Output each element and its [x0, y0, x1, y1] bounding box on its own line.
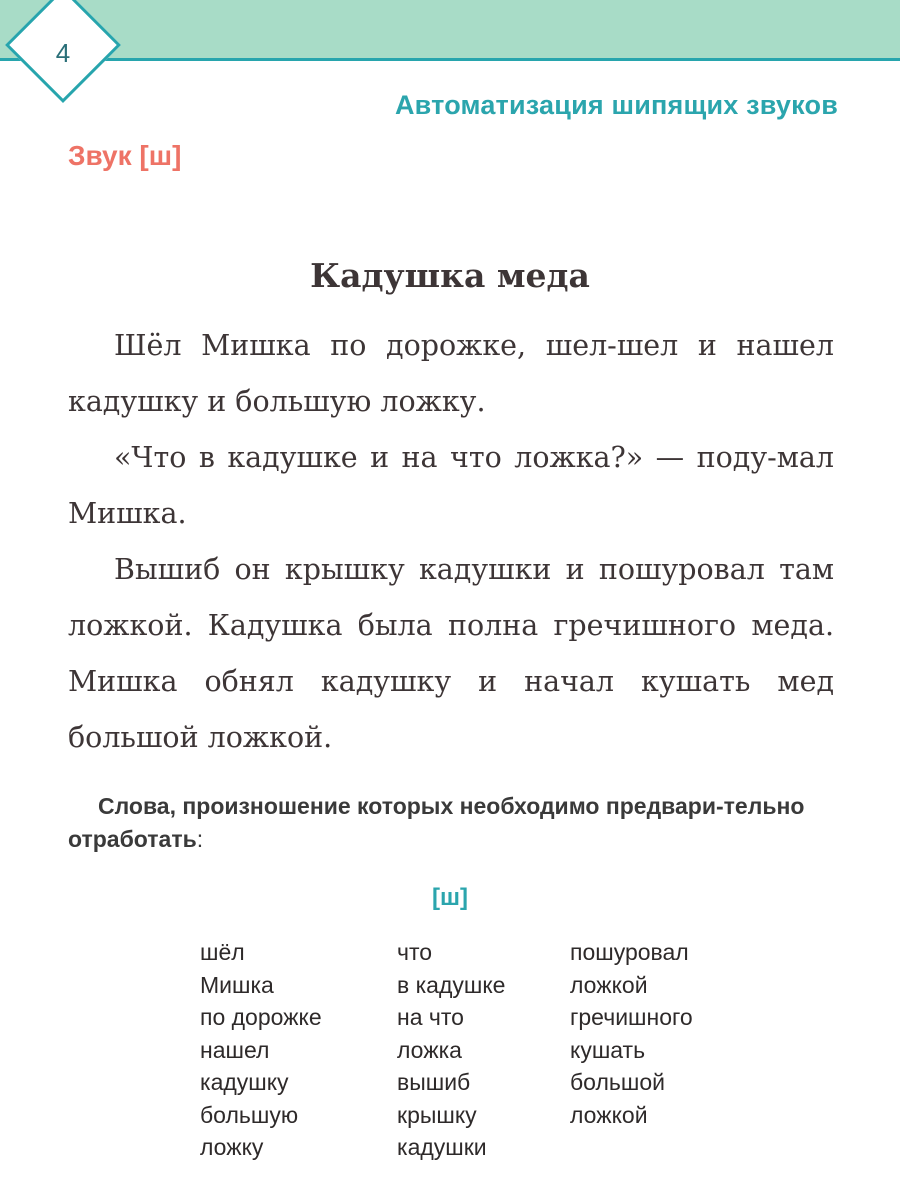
story-paragraph: Шёл Мишка по дорожке, шел-шел и нашел кадушку и большую ложку. — [68, 329, 834, 418]
word-item: нашел — [200, 1036, 270, 1063]
word-item: Мишка — [200, 971, 274, 998]
word-item: на что — [397, 1004, 464, 1030]
word-column-2 — [397, 936, 505, 1164]
word-item: крышку — [397, 1101, 477, 1128]
word-item: в кадушке — [397, 971, 506, 998]
word-item: кадушку — [200, 1069, 289, 1095]
word-item: ложкой — [570, 971, 648, 998]
word-item: большую — [200, 1101, 299, 1128]
story-paragraph: Вышиб он крышку кадушки и пошуровал там ложкой. Кадушка была полна гречишного меда. Мишка обнял кадушку и начал кушать мед большой ложкой. — [68, 553, 834, 754]
word-item: кушать — [570, 1036, 646, 1063]
word-item: ложку — [200, 1134, 264, 1160]
word-column-3 — [570, 936, 693, 1131]
header-rule — [0, 58, 900, 61]
word-column-1 — [200, 936, 322, 1164]
word-item: ложка — [397, 1036, 462, 1063]
word-item: гречишного — [570, 1004, 693, 1030]
word-item: кадушки — [397, 1134, 487, 1160]
word-item: вышиб — [397, 1069, 471, 1095]
story-text — [68, 318, 834, 766]
page-number: 4 — [55, 38, 71, 68]
story-paragraph: «Что в кадушке и на что ложка?» — поду-мал Мишка. — [68, 441, 834, 530]
instruction-suffix: : — [196, 826, 204, 852]
word-item: что — [397, 939, 433, 965]
word-item: шёл — [200, 939, 245, 965]
section-heading: Звук [ш] — [68, 140, 182, 171]
word-item: ложкой — [570, 1101, 648, 1128]
running-title: Автоматизация шипящих звуков — [394, 90, 838, 120]
word-item: пошуровал — [570, 939, 689, 965]
instruction-text — [68, 790, 838, 856]
word-item: большой — [570, 1069, 665, 1095]
story-title: Кадушка меда — [310, 256, 590, 295]
word-list-label: [ш] — [432, 884, 468, 911]
header-band — [0, 0, 900, 58]
word-item: по дорожке — [200, 1004, 322, 1030]
instruction-bold: Слова, произношение которых необходимо предвари-тельно отработать — [68, 793, 805, 852]
